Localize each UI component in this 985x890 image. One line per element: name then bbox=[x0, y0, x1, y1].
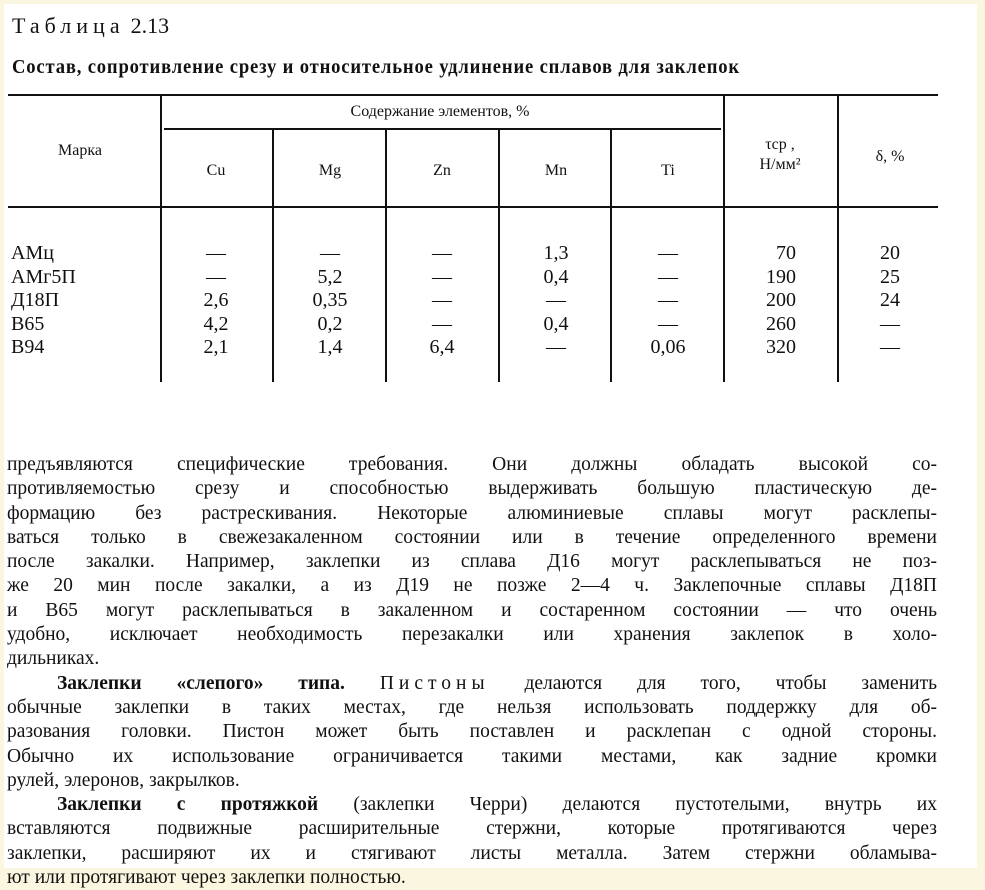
table-caption-word: Таблица bbox=[12, 13, 125, 38]
cell-ti: — bbox=[658, 265, 678, 288]
cell-ti: — bbox=[658, 312, 678, 335]
cell-delta: 20 bbox=[880, 242, 900, 264]
header-elongation: δ, % bbox=[875, 148, 905, 165]
header-bottom-rule bbox=[8, 206, 938, 208]
header-shear-strength-unit: Н/мм² bbox=[759, 156, 801, 173]
header-element-ti: Ti bbox=[661, 162, 675, 179]
composition-group-rule bbox=[164, 128, 721, 130]
column-divider bbox=[610, 130, 612, 382]
column-divider bbox=[385, 130, 387, 382]
text-line: же 20 мин после закалки, а из Д19 не позже 2—4 ч. Заклепочные сплавы Д18П bbox=[7, 575, 937, 597]
cell-cu: — bbox=[206, 265, 226, 288]
book-page bbox=[4, 4, 977, 889]
header-shear-strength bbox=[759, 135, 800, 175]
cell-delta: — bbox=[880, 312, 900, 335]
table-caption bbox=[12, 13, 169, 39]
text-line: ваться только в свежезакаленном состоянии или в течение определенного времени bbox=[7, 526, 937, 548]
table-title: Состав, сопротивление срезу и относительное удлинение сплавов для заклепок bbox=[12, 56, 740, 78]
cell-tau: 260 bbox=[766, 312, 796, 335]
cell-grade: АМг5П bbox=[11, 265, 76, 288]
paragraph-text: делаются для того, чтобы заменить bbox=[524, 672, 938, 694]
body-text bbox=[7, 453, 937, 890]
column-divider bbox=[723, 96, 725, 382]
cell-zn: — bbox=[432, 242, 452, 264]
cell-mn: 0,4 bbox=[543, 312, 569, 335]
paragraph-text: (заклепки Черри) делаются пустотелыми, внутрь их bbox=[353, 794, 937, 816]
cell-delta: 24 bbox=[880, 289, 900, 311]
cell-mg: 0,35 bbox=[312, 289, 348, 311]
cell-mg: 1,4 bbox=[317, 336, 343, 358]
cell-cu: 4,2 bbox=[203, 312, 229, 335]
cell-grade: АМц bbox=[11, 242, 54, 264]
cell-ti: — bbox=[658, 242, 678, 264]
cell-cu: 2,1 bbox=[203, 336, 229, 358]
column-divider bbox=[498, 130, 500, 382]
text-line: после закалки. Например, заклепки из сплава Д16 могут расклепываться не поз- bbox=[7, 551, 937, 573]
cell-grade: В65 bbox=[11, 312, 45, 335]
text-line: предъявляются специфические требования. Они должны обладать высокой со- bbox=[7, 454, 937, 475]
cell-mn: — bbox=[546, 289, 566, 311]
cell-ti: — bbox=[658, 289, 678, 311]
cell-zn: — bbox=[432, 312, 452, 335]
column-divider bbox=[160, 96, 162, 382]
cell-mg: 5,2 bbox=[317, 265, 343, 288]
text-line: разования головки. Пистон может быть поставлен и расклепан с одной стороны. bbox=[7, 721, 937, 743]
text-line: вставляются подвижные расширительные стержни, которые протягиваются через bbox=[7, 818, 937, 840]
header-element-cu: Cu bbox=[206, 162, 226, 179]
pull-through-rivets-heading: Заклепки с протяжкой bbox=[57, 794, 319, 816]
cell-zn: — bbox=[432, 289, 452, 311]
column-divider bbox=[272, 130, 274, 382]
text-line: ют или протягивают через заклепки полностью. bbox=[7, 867, 406, 889]
text-line: дильниках. bbox=[7, 648, 100, 670]
cell-delta: 25 bbox=[880, 265, 900, 288]
text-line: обычные заклепки в таких местах, где нельзя использовать поддержку для об- bbox=[7, 696, 937, 718]
text-line: Обычно их использование ограничивается такими местами, как задние кромки bbox=[7, 745, 937, 767]
cell-cu: 2,6 bbox=[203, 289, 229, 311]
term-pistons: Пистоны bbox=[379, 672, 490, 694]
header-element-zn: Zn bbox=[433, 162, 451, 179]
cell-mn: 1,3 bbox=[543, 242, 569, 264]
paragraph-pull-through-rivets bbox=[7, 793, 937, 890]
paragraph-lines bbox=[7, 817, 937, 890]
text-line: рулей, элеронов, закрылков. bbox=[7, 769, 240, 791]
text-line: заклепки, расширяют их и стягивают листы металла. Затем стержни обламыва- bbox=[7, 842, 937, 864]
text-line: и В65 могут расклепываться в закаленном и состаренном состоянии — что очень bbox=[7, 599, 937, 621]
blind-rivets-heading: Заклепки «слепого» типа. bbox=[57, 672, 345, 694]
cell-mn: 0,4 bbox=[543, 265, 569, 288]
cell-tau: 200 bbox=[766, 289, 796, 311]
cell-mg: 0,2 bbox=[317, 312, 343, 335]
cell-tau: 190 bbox=[766, 265, 796, 288]
cell-ti: 0,06 bbox=[650, 336, 686, 358]
cell-tau: 320 bbox=[766, 336, 796, 358]
cell-grade: Д18П bbox=[11, 289, 60, 311]
cell-zn: — bbox=[432, 265, 452, 288]
table-top-rule bbox=[8, 94, 938, 96]
header-grade: Марка bbox=[58, 142, 102, 159]
paragraph-lines bbox=[7, 696, 937, 793]
header-element-mn: Mn bbox=[544, 162, 568, 179]
cell-cu: — bbox=[206, 242, 226, 264]
cell-zn: 6,4 bbox=[429, 336, 455, 358]
header-shear-strength-symbol: τср , bbox=[765, 136, 795, 153]
cell-mn: — bbox=[546, 336, 566, 358]
header-composition-group: Содержание элементов, % bbox=[350, 103, 530, 120]
cell-tau: 70 bbox=[776, 242, 796, 264]
paragraph-first-line bbox=[7, 672, 937, 696]
cell-mg: — bbox=[320, 242, 340, 264]
column-divider bbox=[837, 96, 839, 382]
text-line: формацию без растрескивания. Некоторые алюминиевые сплавы могут расклепы- bbox=[7, 502, 937, 524]
paragraph-blind-rivets bbox=[7, 672, 937, 793]
paragraph-rivet-requirements bbox=[7, 453, 937, 672]
cell-delta: — bbox=[880, 336, 900, 358]
text-line: удобно, исключает необходимость перезакалки или хранения заклепок в холо- bbox=[7, 624, 937, 646]
header-element-mg: Mg bbox=[318, 162, 342, 179]
paragraph-first-line bbox=[7, 793, 937, 817]
cell-grade: В94 bbox=[11, 336, 45, 358]
text-line: противляемостью срезу и способностью выдерживать большую пластическую де- bbox=[7, 478, 937, 500]
table-caption-number: 2.13 bbox=[130, 13, 170, 38]
